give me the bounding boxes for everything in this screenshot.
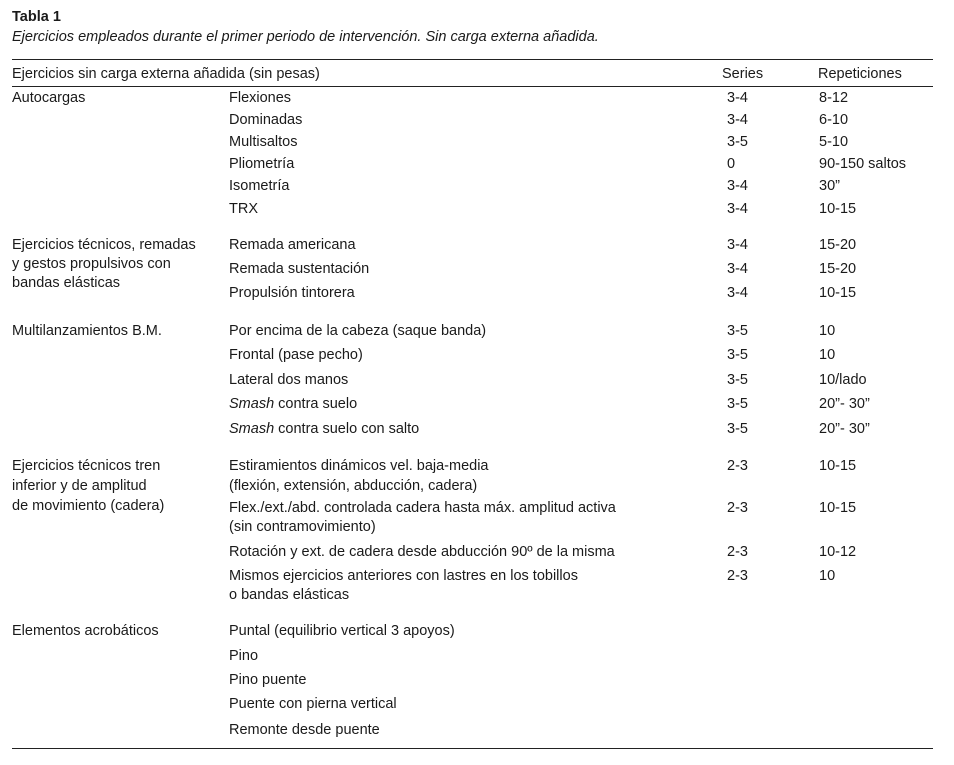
- exercise-cell: Multisaltos: [229, 134, 298, 150]
- header-group: Ejercicios sin carga externa añadida (sin pesas): [12, 66, 320, 82]
- series-cell: 3-5: [727, 347, 748, 363]
- exercise-cell: Rotación y ext. de cadera desde abducción 90º de la misma: [229, 544, 615, 560]
- series-cell: 2-3: [727, 458, 748, 474]
- exercise-line: o bandas elásticas: [229, 587, 350, 603]
- series-cell: 3-5: [727, 396, 748, 412]
- series-cell: 3-4: [727, 112, 748, 128]
- exercise-rest: contra suelo con salto: [274, 421, 420, 437]
- reps-cell: 8-12: [819, 90, 849, 106]
- exercise-cell: Lateral dos manos: [229, 372, 349, 388]
- reps-cell: 10: [819, 347, 836, 363]
- exercise-line: Flex./ext./abd. controlada cadera hasta máx. amplitud activa: [229, 500, 616, 516]
- exercise-cell: Remada sustentación: [229, 261, 370, 277]
- header-series: Series: [722, 66, 764, 82]
- exercise-cell: Puente con pierna vertical: [229, 696, 397, 712]
- reps-cell: 30”: [819, 178, 840, 194]
- series-cell: 3-4: [727, 261, 748, 277]
- exercise-cell: Propulsión tintorera: [229, 285, 355, 301]
- exercise-cell: Flexiones: [229, 90, 292, 106]
- exercise-cell: Puntal (equilibrio vertical 3 apoyos): [229, 623, 455, 639]
- reps-cell: 6-10: [819, 112, 849, 128]
- group-label-line: bandas elásticas: [12, 275, 121, 291]
- group-label-line: de movimiento (cadera): [12, 498, 165, 514]
- series-cell: 3-4: [727, 178, 748, 194]
- reps-cell: 10-15: [819, 201, 857, 217]
- series-cell: 3-5: [727, 134, 748, 150]
- exercise-rest: contra suelo: [274, 396, 358, 412]
- exercise-cell: Pino: [229, 648, 259, 664]
- reps-cell: 10-12: [819, 544, 857, 560]
- exercise-cell: Remonte desde puente: [229, 722, 380, 738]
- group-label-line: y gestos propulsivos con: [12, 256, 171, 272]
- series-cell: 3-5: [727, 323, 748, 339]
- exercise-cell: TRX: [229, 201, 258, 217]
- group-label-multilanzamientos: Multilanzamientos B.M.: [12, 323, 162, 339]
- table-caption: Ejercicios empleados durante el primer periodo de intervención. Sin carga externa añadida.: [12, 29, 599, 45]
- bottom-rule: [12, 748, 933, 749]
- exercise-cell: Pino puente: [229, 672, 307, 688]
- reps-cell: 15-20: [819, 237, 857, 253]
- exercise-line: (flexión, extensión, abducción, cadera): [229, 478, 478, 494]
- exercise-line: Estiramientos dinámicos vel. baja-media: [229, 458, 489, 474]
- series-cell: 3-4: [727, 90, 748, 106]
- reps-cell: 20”- 30”: [819, 396, 870, 412]
- exercise-cell: Frontal (pase pecho): [229, 347, 363, 363]
- exercise-cell: Por encima de la cabeza (saque banda): [229, 323, 487, 339]
- exercise-emphasis: Smash: [229, 396, 275, 412]
- exercise-cell: [229, 394, 357, 414]
- reps-cell: 90-150 saltos: [819, 156, 907, 172]
- series-cell: 3-4: [727, 237, 748, 253]
- reps-cell: 10-15: [819, 500, 857, 516]
- reps-cell: 10-15: [819, 458, 857, 474]
- reps-cell: 15-20: [819, 261, 857, 277]
- series-cell: 0: [727, 156, 736, 172]
- group-label-line: Ejercicios técnicos, remadas: [12, 237, 196, 253]
- reps-cell: 5-10: [819, 134, 849, 150]
- reps-cell: 10-15: [819, 285, 857, 301]
- exercise-line: (sin contramovimiento): [229, 519, 376, 535]
- series-cell: 3-4: [727, 285, 748, 301]
- series-cell: 2-3: [727, 500, 748, 516]
- reps-cell: 20”- 30”: [819, 421, 870, 437]
- top-rule: [12, 59, 933, 60]
- reps-cell: 10: [819, 323, 836, 339]
- series-cell: 3-5: [727, 421, 748, 437]
- reps-cell: 10: [819, 568, 836, 584]
- header-rule: [12, 86, 933, 87]
- group-label-line: inferior y de amplitud: [12, 478, 147, 494]
- exercise-cell: Remada americana: [229, 237, 356, 253]
- exercise-cell: Isometría: [229, 178, 290, 194]
- reps-cell: 10/lado: [819, 372, 867, 388]
- group-label-acrobaticos: Elementos acrobáticos: [12, 623, 159, 639]
- group-label-line: Ejercicios técnicos tren: [12, 458, 161, 474]
- group-label-autocargas: Autocargas: [12, 90, 86, 106]
- series-cell: 3-5: [727, 372, 748, 388]
- exercise-emphasis: Smash: [229, 421, 275, 437]
- exercise-cell: [229, 419, 419, 439]
- series-cell: 2-3: [727, 544, 748, 560]
- exercise-cell: Dominadas: [229, 112, 303, 128]
- series-cell: 3-4: [727, 201, 748, 217]
- exercise-line: Mismos ejercicios anteriores con lastres en los tobillos: [229, 568, 578, 584]
- table-title: Tabla 1: [12, 9, 61, 25]
- exercise-cell: Pliometría: [229, 156, 295, 172]
- header-reps: Repeticiones: [818, 66, 902, 82]
- series-cell: 2-3: [727, 568, 748, 584]
